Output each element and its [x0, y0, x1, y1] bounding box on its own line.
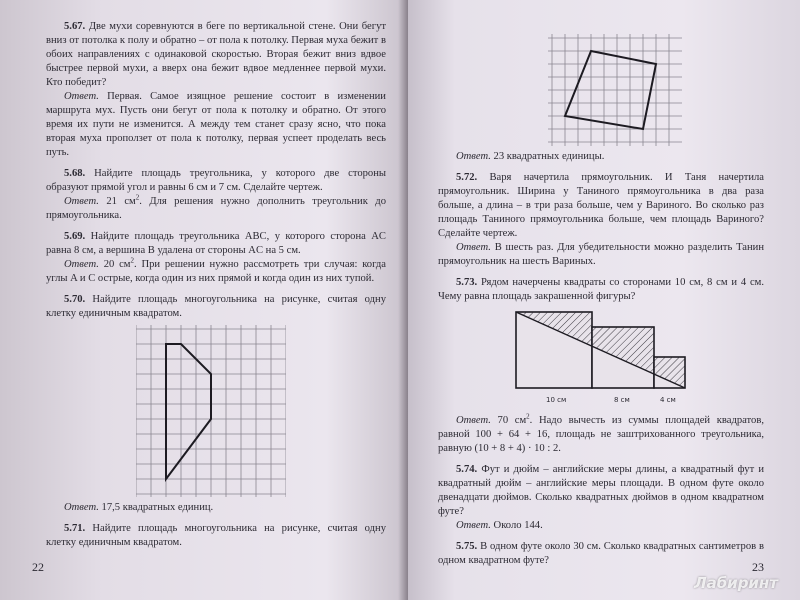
- problem-5-71: 5.71. Найдите площадь многоугольника на рисунке, считая одну клетку единичным квадратом.: [46, 523, 386, 548]
- labirint-watermark: Лабиринт: [694, 574, 778, 592]
- page-number-left: 22: [32, 560, 44, 574]
- answer-5-70: Ответ. 17,5 квадратных единиц.: [64, 502, 214, 513]
- problem-5-74: 5.74. Фут и дюйм – английские меры длины, а квадратный фут и квадратный дюйм – английские меры площади. В одном футе около двенадцати дюймов. Сколько квадратных дюймов в одном квадратном футе?: [438, 464, 765, 517]
- polygon-grid-figure-5-71: [548, 34, 682, 146]
- right-page: [408, 0, 800, 600]
- answer-5-67: Ответ. Первая. Самое изящное решение состоит в изменении маршрута мух. Пусть они бегут от пола к потолку и обратно. От этого время их пути не изменится. А между тем станет сразу ясно, что пока вторая муха проползет от пола к потолку, первая успеет проделать весь путь.: [46, 91, 386, 158]
- answer-5-73: Ответ. 70 $см^2$. Надо вычесть из суммы площадей квадратов, равной 100 + 64 + 16, площадь не заштрихованного треугольника, равную (10 + 8 + 4) · 10 : 2.: [438, 412, 764, 454]
- problem-5-72: 5.72. Варя начертила прямоугольник. И Таня начертила прямоугольник. Ширина у Таниного прямоугольника в два раза больше, а длина – в три раза больше, чем у Вариного. Во сколько раз площадь Таниного прямоугольника больше, чем площадь Вариного? Сделайте чертеж.: [438, 172, 764, 239]
- problem-5-68: 5.68. Найдите площадь треугольника, у которого две стороны образуют прямой угол и равны 6 см и 7 см. Сделайте чертеж.: [46, 168, 386, 193]
- three-squares-figure: [514, 310, 714, 410]
- page-number-right: 23: [752, 560, 764, 574]
- problem-5-73: 5.73. Рядом начерчены квадраты со сторонами 10 см, 8 см и 4 см. Чему равна площадь закрашенной фигуры?: [438, 277, 764, 302]
- answer-5-68: Ответ. 21 $см^2$. Для решения нужно дополнить треугольник до прямоугольника.: [46, 193, 386, 221]
- label-10cm: 10 см: [546, 396, 567, 404]
- problem-5-75: 5.75. В одном футе около 30 см. Сколько квадратных сантиметров в одном квадратном футе?: [438, 541, 764, 566]
- problem-5-69: 5.69. Найдите площадь треугольника ABC, у которого сторона AC равна 8 см, а вершина B удалена от стороны AC на 5 см.: [46, 231, 386, 256]
- answer-5-71: Ответ. 23 квадратных единицы.: [456, 151, 605, 162]
- answer-5-72: Ответ. В шесть раз. Для убедительности можно разделить Танин прямоугольник на шесть Вариных.: [438, 242, 764, 267]
- label-4cm: 4 см: [660, 396, 676, 404]
- answer-5-74: Ответ. Около 144.: [456, 520, 543, 531]
- problem-5-70: 5.70. Найдите площадь многоугольника на рисунке, считая одну клетку единичным квадратом.: [46, 294, 386, 319]
- label-8cm: 8 см: [614, 396, 630, 404]
- answer-5-69: Ответ. 20 $см^2$. При решении нужно рассмотреть три случая: когда углы A и C острые, когда один из них прямой и когда один из них тупой.: [46, 256, 387, 284]
- polygon-grid-figure-5-70: [136, 325, 286, 497]
- problem-5-67: 5.67. Две мухи соревнуются в беге по вертикальной стене. Они бегут вниз от потолка к полу и обратно – от пола к потолку. Первая муха бежит в обоих направлениях с одинаковой скоростью. Вторая бежит вниз вдвое быстрее первой мухи, а вверх она бежит вдвое медленнее первой мухи. Кто победит?: [46, 21, 386, 88]
